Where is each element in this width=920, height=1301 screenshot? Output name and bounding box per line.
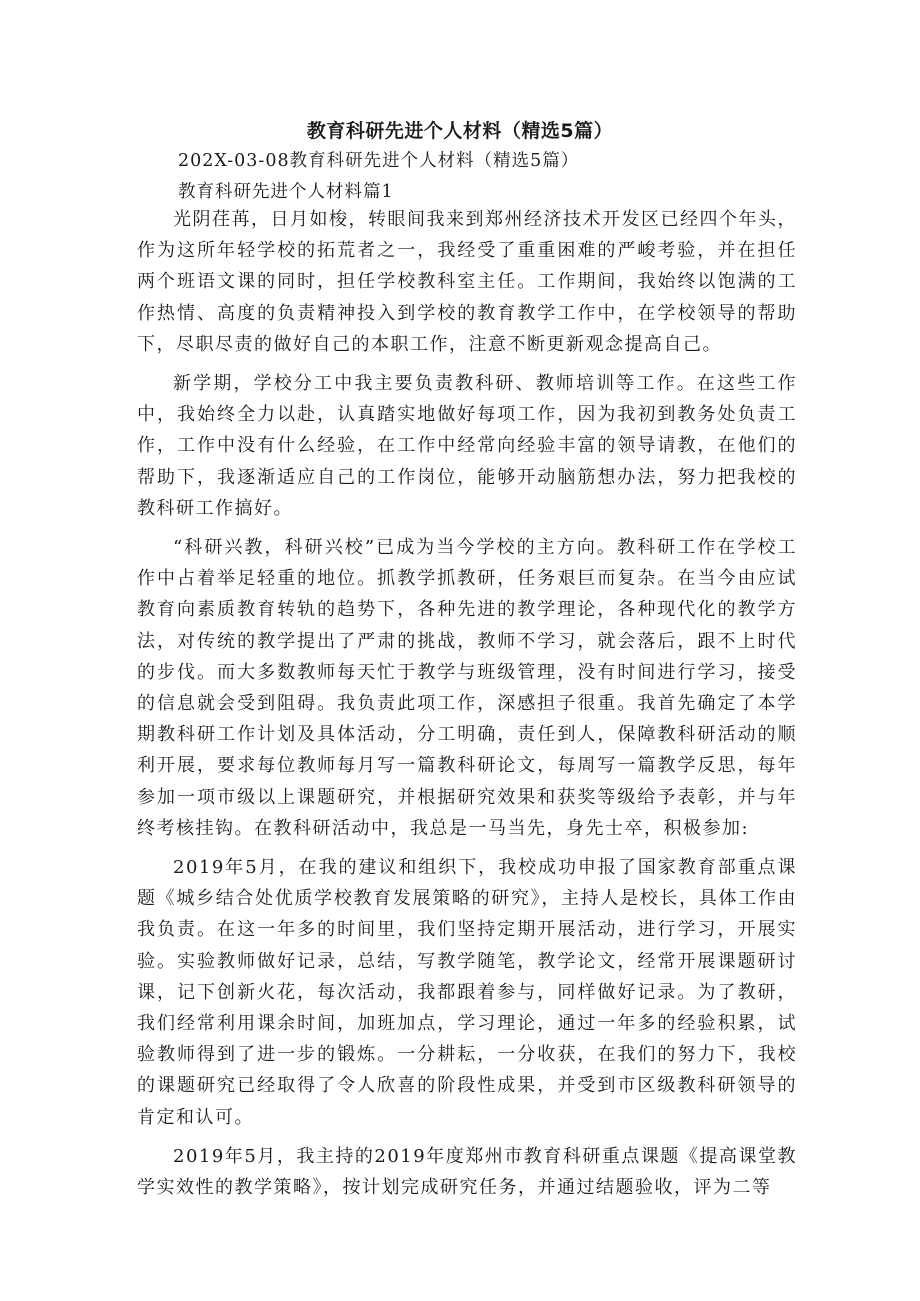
section-heading: 教育科研先进个人材料篇1 <box>178 182 394 202</box>
paragraph: “科研兴教，科研兴校”已成为当今学校的主方向。教科研工作在学校工作中占着举足轻重的地位。抓教学抓教研，任务艰巨而复杂。在当今由应试教育向素质教育转轨的趋势下，各种先进的教学理论，各种现代化的教学方法，对传统的教学提出了严肃的挑战，教师不学习，就会落后，跟不上时代的步伐。而大多数教师每天忙于教学与班级管理，没有时间进行学习，接受的信息就会受到阻碍。我负责此项工作，深感担子很重。我首先确定了本学期教科研工作计划及具体活动，分工明确，责任到人，保障教科研活动的顺利开展，要求每位教师每月写一篇教科研论文，每周写一篇教学反思，每年参加一项市级以上课题研究，并根据研究效果和获奖等级给予表彰，并与年终考核挂钩。在教科研活动中，我总是一马当先，身先士卒，积极参加: <box>137 537 797 839</box>
date-line: 202X-03-08教育科研先进个人材料（精选5篇） <box>178 151 580 171</box>
paragraph: 光阴荏苒，日月如梭，转眼间我来到郑州经济技术开发区已经四个年头，作为这所年轻学校的拓荒者之一，我经受了重重困难的严峻考验，并在担任两个班语文课的同时，担任学校教科室主任。工作期间，我始终以饱满的工作热情、高度的负责精神投入到学校的教育教学工作中，在学校领导的帮助下，尽职尽责的做好自己的本职工作，注意不断更新观念提高自己。 <box>137 209 797 355</box>
paragraph: 新学期，学校分工中我主要负责教科研、教师培训等工作。在这些工作中，我始终全力以赴，认真踏实地做好每项工作，因为我初到教务处负责工作，工作中没有什么经验，在工作中经常向经验丰富的领导请教，在他们的帮助下，我逐渐适应自己的工作岗位，能够开动脑筋想办法，努力把我校的教科研工作搞好。 <box>137 373 797 519</box>
paragraph: 2019年5月，我主持的2019年度郑州市教育科研重点课题《提高课堂教学实效性的教学策略》，按计划完成研究任务，并通过结题验收，评为二等 <box>137 1145 797 1199</box>
document-title: 教育科研先进个人材料（精选5篇） <box>306 120 614 142</box>
paragraph: 2019年5月，在我的建议和组织下，我校成功申报了国家教育部重点课题《城乡结合处优质学校教育发展策略的研究》，主持人是校长，具体工作由我负责。在这一年多的时间里，我们坚持定期开展活动，进行学习，开展实验。实验教师做好记录，总结，写教学随笔，教学论文，经常开展课题研讨课，记下创新火花，每次活动，我都跟着参与，同样做好记录。为了教研，我们经常利用课余时间，加班加点，学习理论，通过一年多的经验积累，试验教师得到了进一步的锻炼。一分耕耘，一分收获，在我们的努力下，我校的课题研究已经取得了令人欣喜的阶段性成果，并受到市区级教科研领导的肯定和认可。 <box>137 857 797 1128</box>
document-body <box>137 204 797 1203</box>
